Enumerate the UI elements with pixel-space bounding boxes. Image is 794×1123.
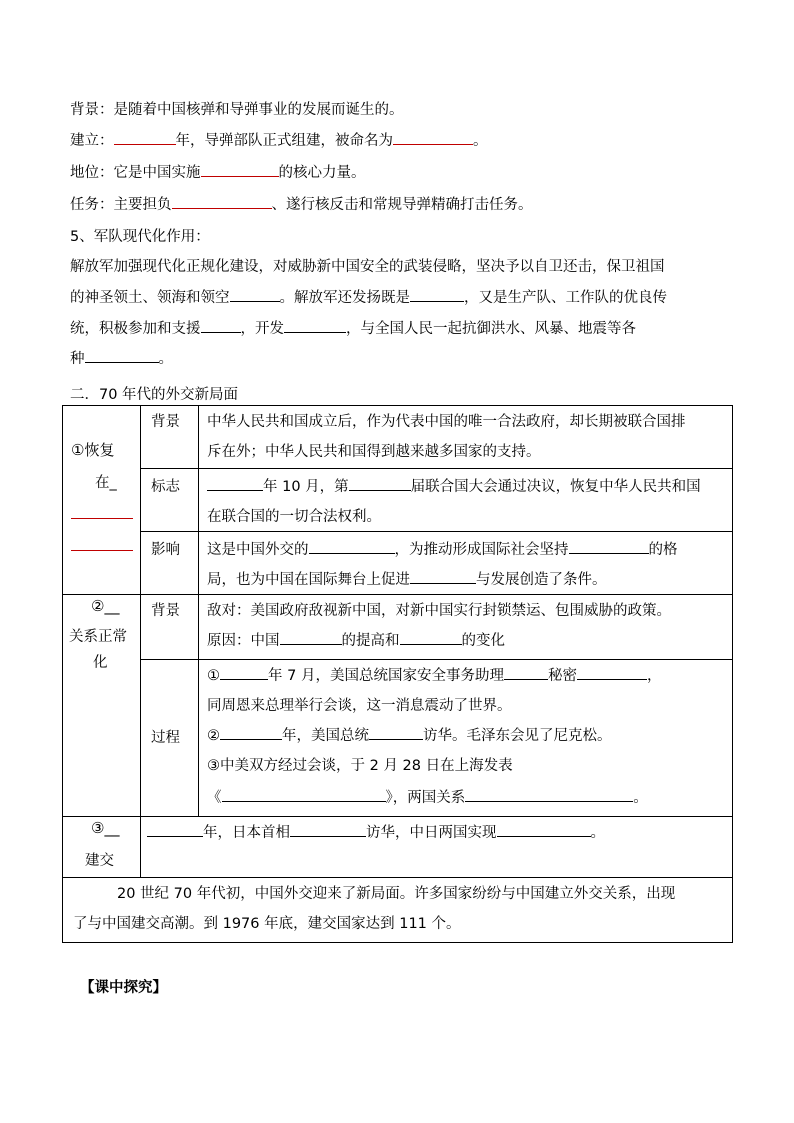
- un-head-text-2: 在_: [95, 475, 117, 491]
- para-text-4a: 种: [70, 351, 85, 368]
- un-impact-text-a: 这是中国外交的: [207, 542, 309, 559]
- para-text-1: 解放军加强现代化正规化建设，对威胁新中国安全的武装侵略，坚决予以自卫还击，保卫祖国: [70, 259, 665, 275]
- un-impact-text-e: 与发展创造了条件。: [476, 572, 607, 589]
- jp-pm-blank[interactable]: [290, 821, 366, 837]
- un-impact-blank-3[interactable]: [410, 568, 476, 584]
- us-process-label: 过程: [151, 730, 180, 746]
- kinds-blank[interactable]: [85, 347, 159, 363]
- us-adviser-blank[interactable]: [504, 664, 548, 680]
- us-reason-blank-2[interactable]: [400, 629, 462, 645]
- us-relation-blank[interactable]: [465, 786, 633, 802]
- un-sign-label-cell: [141, 469, 199, 532]
- un-impact-label: 影响: [151, 542, 180, 558]
- us-process-cell: [199, 660, 733, 817]
- jp-head-cell: [63, 817, 141, 878]
- summary-text-1: 20 世纪 70 年代初，中国外交迎来了新局面。许多国家纷纷与中国建立外交关系，出现: [117, 886, 676, 902]
- us-process-text-5c: 。: [633, 790, 648, 807]
- un-impact-text-d: 局，也为中国在国际舞台上促进: [207, 572, 410, 589]
- us-communique-blank[interactable]: [222, 786, 386, 802]
- summary-text-2: 了与中国建交高潮。到 1976 年底，建交国家达到 111 个。: [73, 916, 461, 932]
- class-explore-heading: 【课中探究】: [80, 980, 167, 996]
- jp-text-b: 访华，中日两国实现: [366, 825, 497, 842]
- us-president-blank[interactable]: [369, 724, 423, 740]
- un-impact-blank-2[interactable]: [569, 538, 649, 554]
- us-bg-label-cell: [141, 595, 199, 660]
- un-sign-label: 标志: [151, 479, 180, 495]
- status-blank[interactable]: [201, 161, 279, 177]
- un-bg-text-2: 斥在外；中华人民共和国得到越来越多国家的支持。: [207, 444, 541, 460]
- para-text-2c: ，又是生产队、工作队的优良传: [464, 290, 667, 307]
- us-bg-text-2a: 原因：中国: [207, 633, 280, 650]
- us-head-text: ②__: [91, 597, 120, 615]
- jp-text-a: 年，日本首相: [203, 825, 290, 842]
- para-line-2: [70, 286, 667, 307]
- us-head-text-2: 关系正常: [69, 629, 127, 645]
- un-sign-cell: [199, 469, 733, 532]
- para-text-4b: 。: [158, 351, 173, 368]
- para-text-3a: 统，积极参加和支援: [70, 321, 201, 338]
- us-bg-label: 背景: [151, 603, 180, 619]
- develop-blank[interactable]: [284, 317, 346, 333]
- us-visit-blank[interactable]: [577, 664, 647, 680]
- us-process-text-5a: 《: [207, 790, 222, 807]
- us-reason-blank-1[interactable]: [280, 629, 342, 645]
- jp-text-c: 。: [590, 825, 605, 842]
- us-year-blank-1[interactable]: [220, 664, 268, 680]
- un-bg-text-1: 中华人民共和国成立后，作为代表中国的唯一合法政府，却长期被联合国排: [207, 414, 686, 430]
- establish-line: [70, 129, 488, 150]
- un-impact-cell: [199, 532, 733, 595]
- us-process-text-1b: 年 7 月，美国总统国家安全事务助理: [268, 668, 504, 685]
- para-text-2b: 。解放军还发扬既是: [279, 290, 410, 307]
- jp-normal-blank[interactable]: [497, 821, 591, 837]
- us-process-text-3c: 访华。毛泽东会见了尼克松。: [423, 728, 612, 745]
- summary-cell: [63, 878, 733, 943]
- un-session-blank[interactable]: [349, 475, 411, 491]
- un-head-text: ①恢复: [71, 441, 115, 459]
- us-process-text-4: ③中美双方经过会谈，于 2 月 28 日在上海发表: [207, 758, 513, 774]
- status-line: [70, 161, 366, 182]
- jp-head-text-2: 建交: [85, 853, 114, 869]
- task-text: 、遂行核反击和常规导弹精确打击任务。: [271, 197, 533, 214]
- un-impact-blank-1[interactable]: [309, 538, 395, 554]
- para-line-3: [70, 317, 636, 338]
- un-blank-2[interactable]: [71, 550, 133, 551]
- diplomacy-table: [62, 405, 733, 943]
- us-bg-text-1: 敌对：美国政府敌视新中国，对新中国实行封锁禁运、包围威胁的政策。: [207, 603, 671, 619]
- un-blank-1[interactable]: [71, 518, 133, 519]
- un-impact-text-b: ，为推动形成国际社会坚持: [394, 542, 569, 559]
- us-head-text-3: 化: [93, 655, 108, 671]
- name-blank[interactable]: [393, 129, 473, 145]
- us-bg-text-2b: 的提高和: [341, 633, 400, 650]
- background-line: [70, 98, 404, 119]
- un-impact-text-c: 的格: [648, 542, 678, 559]
- establish-label: 建立：: [70, 133, 114, 150]
- us-process-text-1c: 秘密: [547, 668, 577, 685]
- un-sign-text-b: 届联合国大会通过决议，恢复中华人民共和国: [410, 479, 701, 496]
- jp-content-cell: [141, 817, 733, 878]
- un-bg-label: 背景: [151, 414, 180, 430]
- para-text-2a: 的神圣领土、领海和领空: [70, 290, 230, 307]
- establish-text: 年，导弹部队正式组建，被命名为: [175, 133, 393, 150]
- un-sign-text-2: 在联合国的一切合法权利。: [207, 509, 381, 525]
- para-text-3b: ，开发: [240, 321, 284, 338]
- us-process-text-1d: ，: [646, 668, 662, 685]
- us-process-text-5b: 》，两国关系: [385, 790, 466, 807]
- us-year-blank-2[interactable]: [220, 724, 282, 740]
- us-process-text-2: 同周恩来总理举行会谈，这一消息震动了世界。: [207, 698, 512, 714]
- task-label: 任务：主要担负: [70, 197, 172, 214]
- status-text: 的核心力量。: [278, 165, 366, 182]
- jp-year-blank[interactable]: [147, 821, 203, 837]
- para-text-3c: ，与全国人民一起抗御洪水、风暴、地震等各: [346, 321, 636, 338]
- us-bg-cell: [199, 595, 733, 660]
- us-process-text-1a: ①: [207, 668, 220, 685]
- task-line: [70, 193, 533, 214]
- section2-title: [70, 383, 238, 404]
- jp-head-text: ③__: [91, 819, 120, 837]
- section5-text: 5、军队现代化作用：: [70, 229, 210, 245]
- us-process-label-cell: [141, 660, 199, 817]
- un-impact-label-cell: [141, 532, 199, 595]
- army-blank[interactable]: [410, 286, 464, 302]
- us-process-text-3a: ②: [207, 728, 220, 745]
- status-label: 地位：它是中国实施: [70, 165, 201, 182]
- period: 。: [473, 133, 488, 150]
- un-bg-label-cell: [141, 406, 199, 469]
- year-blank[interactable]: [114, 129, 176, 145]
- support-blank[interactable]: [201, 317, 241, 333]
- un-year-blank[interactable]: [207, 475, 263, 491]
- us-bg-text-2c: 的变化: [461, 633, 505, 650]
- para-line-4: [70, 347, 173, 368]
- para-line-1: [70, 255, 665, 276]
- territory-blank[interactable]: [230, 286, 280, 302]
- un-sign-text-a: 年 10 月，第: [263, 479, 349, 496]
- task-blank[interactable]: [172, 193, 272, 209]
- section5-title: [70, 225, 210, 246]
- background-text: 背景：是随着中国核弹和导弹事业的发展而诞生的。: [70, 102, 404, 118]
- section2-title-text: 二．70 年代的外交新局面: [70, 387, 239, 403]
- un-head-cell: [63, 406, 141, 595]
- us-head-cell: [63, 595, 141, 817]
- us-process-text-3b: 年，美国总统: [282, 728, 369, 745]
- un-bg-cell: [199, 406, 733, 469]
